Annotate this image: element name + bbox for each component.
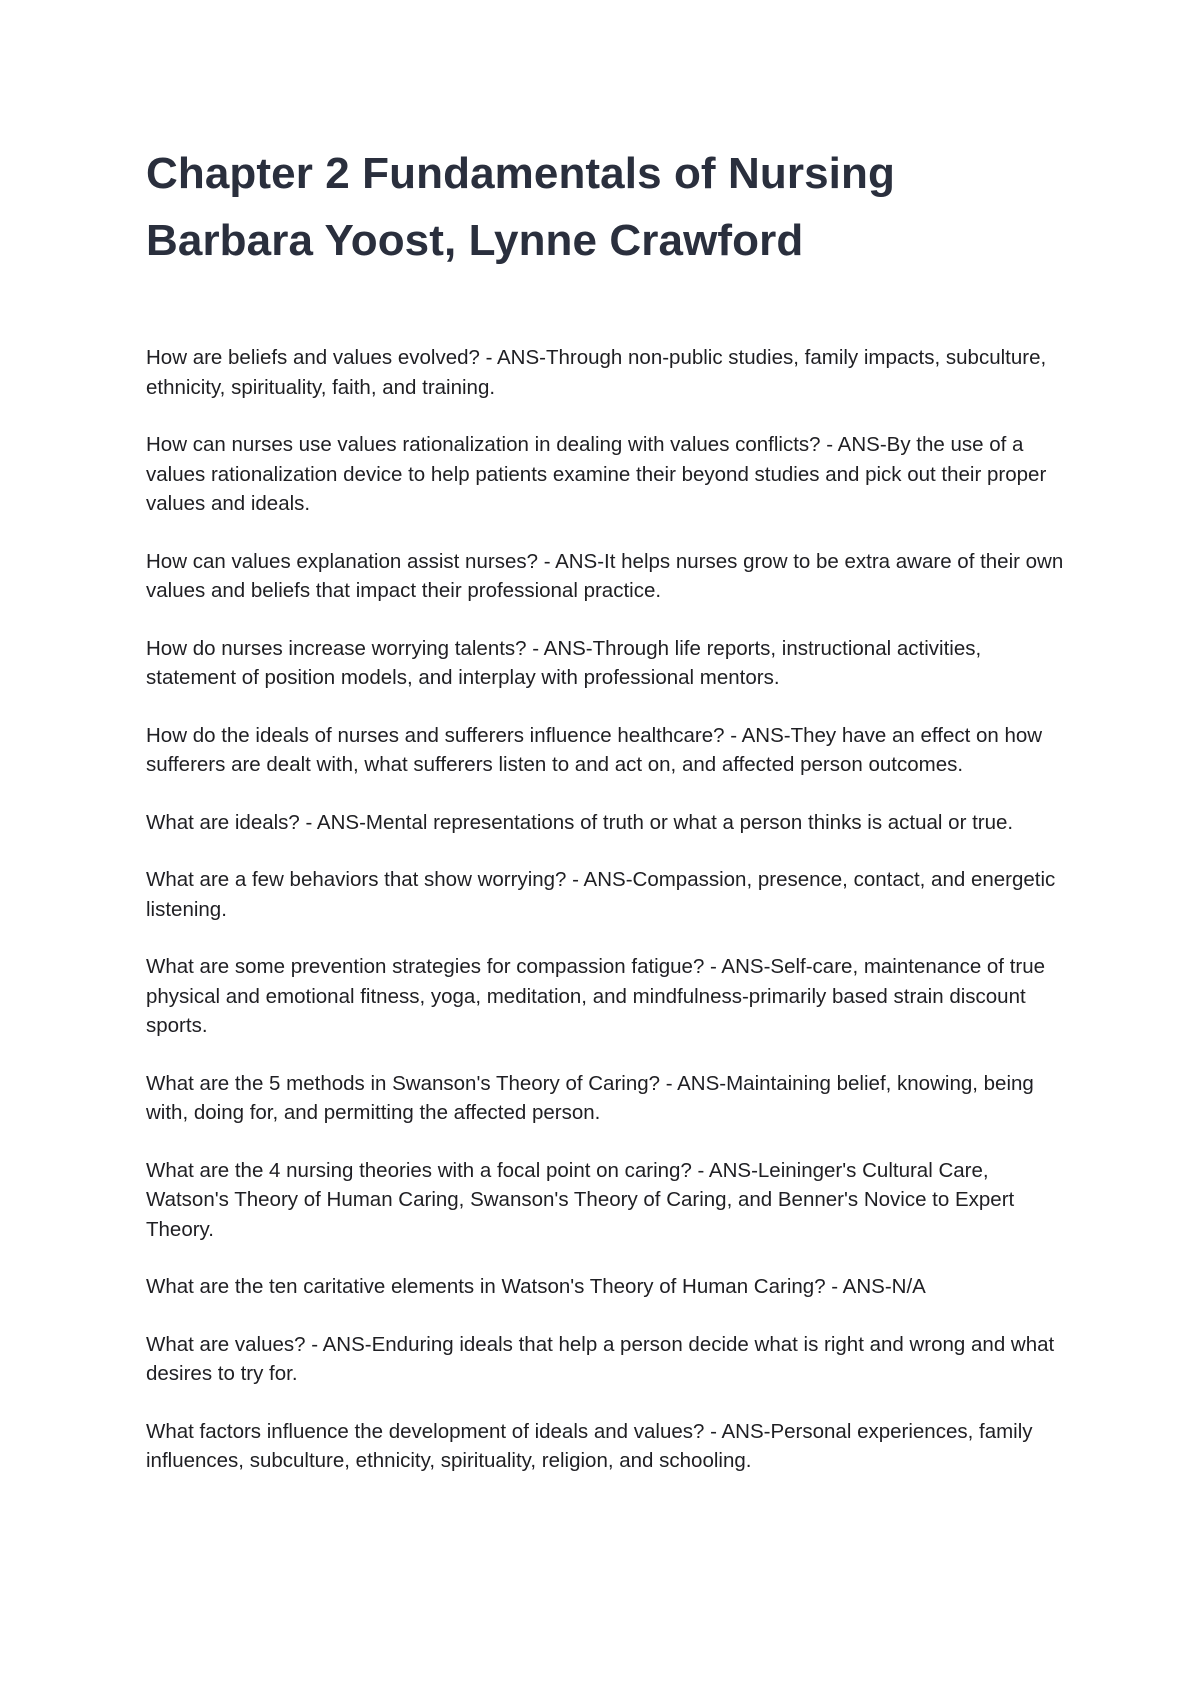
title-line-2: Barbara Yoost, Lynne Crawford <box>146 216 804 265</box>
qa-list <box>146 343 1066 1476</box>
qa-item: How are beliefs and values evolved? - ANS-Through non-public studies, family impacts, subculture, ethnicity, spirituality, faith, and training. <box>146 346 1047 399</box>
title-line-1: Chapter 2 Fundamentals of Nursing <box>146 149 895 198</box>
qa-item: What are the 5 methods in Swanson's Theory of Caring? - ANS-Maintaining belief, knowing, being with, doing for, and permitting the affected person. <box>146 1071 1034 1124</box>
qa-item: How can nurses use values rationalization in dealing with values conflicts? - ANS-By the use of a values rationalization device to help patients examine their beyond studies and pick out their proper values and ideals. <box>146 433 1047 515</box>
qa-item: What are values? - ANS-Enduring ideals that help a person decide what is right and wrong and what desires to try for. <box>146 1332 1055 1385</box>
document-title <box>146 140 1066 274</box>
qa-item: How do the ideals of nurses and sufferers influence healthcare? - ANS-They have an effect on how sufferers are dealt with, what sufferers listen to and act on, and affected person outcomes. <box>146 723 1043 776</box>
qa-item: How do nurses increase worrying talents? - ANS-Through life reports, instructional activities, statement of position models, and interplay with professional mentors. <box>146 636 982 689</box>
document-page <box>146 140 1066 1504</box>
qa-item: What are a few behaviors that show worrying? - ANS-Compassion, presence, contact, and energetic listening. <box>146 868 1056 921</box>
qa-item: What are ideals? - ANS-Mental representations of truth or what a person thinks is actual or true. <box>146 810 1014 834</box>
qa-item: What factors influence the development of ideals and values? - ANS-Personal experiences, family influences, subculture, ethnicity, spirituality, religion, and schooling. <box>146 1419 1033 1472</box>
qa-item: What are some prevention strategies for compassion fatigue? - ANS-Self-care, maintenance of true physical and emotional fitness, yoga, meditation, and mindfulness-primarily based strain discount sports. <box>146 955 1046 1037</box>
qa-item: How can values explanation assist nurses? - ANS-It helps nurses grow to be extra aware of their own values and beliefs that impact their professional practice. <box>146 549 1064 602</box>
qa-item: What are the 4 nursing theories with a focal point on caring? - ANS-Leininger's Cultural Care, Watson's Theory of Human Caring, Swanson's Theory of Caring, and Benner's Novice to Expert Theory. <box>146 1158 1015 1241</box>
qa-item: What are the ten caritative elements in Watson's Theory of Human Caring? - ANS-N/A <box>146 1275 926 1298</box>
